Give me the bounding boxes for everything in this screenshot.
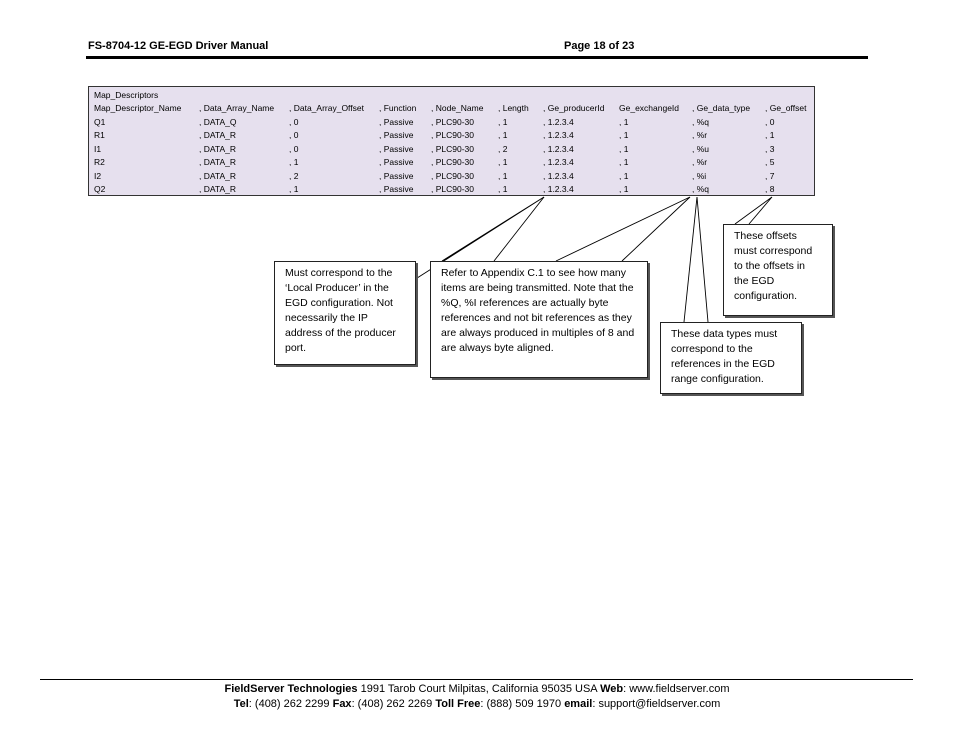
- table-cell: , 1: [498, 130, 508, 140]
- table-cell: , DATA_R: [199, 143, 236, 154]
- footer-rule: [40, 679, 913, 680]
- table-cell: , DATA_R: [199, 130, 236, 140]
- table-cell: , Passive: [379, 157, 414, 167]
- callout-offsets: These offsets must correspond to the offsets in the EGD configuration.: [723, 224, 833, 316]
- table-cell: , Passive: [379, 170, 414, 181]
- table-cell: , 1: [619, 116, 629, 127]
- table-cell: , Passive: [379, 130, 414, 140]
- table-cell: , 0: [289, 130, 299, 140]
- table-cell: , PLC90-30: [431, 157, 474, 167]
- table-cell: , PLC90-30: [431, 184, 474, 194]
- table-cell: , %q: [692, 116, 710, 127]
- table-cell: , Ge_offset: [765, 103, 807, 113]
- footer-email-label: email: [564, 698, 593, 710]
- table-cell: , 1: [619, 170, 629, 181]
- table-cell: I2: [94, 170, 102, 181]
- table-cell: , 5: [765, 157, 775, 167]
- table-cell: , PLC90-30: [431, 116, 474, 127]
- table-cell: R2: [94, 157, 105, 167]
- footer-email-link[interactable]: : support@fieldserver.com: [592, 698, 721, 710]
- table-cell: , %q: [692, 184, 710, 194]
- table-cell: , %u: [692, 143, 710, 154]
- footer-line-1: [0, 683, 954, 695]
- table-cell: Q2: [94, 184, 106, 194]
- table-cell: , 1: [498, 184, 508, 194]
- table-cell: , 1.2.3.4: [543, 157, 574, 167]
- leader-appendix: [494, 197, 544, 261]
- table-cell: , 1: [765, 130, 775, 140]
- table-cell: , Passive: [379, 143, 414, 154]
- table-cell: , Ge_producerId: [543, 103, 605, 113]
- table-cell: , Length: [498, 103, 529, 113]
- table-cell: R1: [94, 130, 105, 140]
- table-cell: , 1.2.3.4: [543, 143, 574, 154]
- table-cell: , DATA_Q: [199, 116, 237, 127]
- table-cell: , %r: [692, 157, 708, 167]
- table-cell: , PLC90-30: [431, 170, 474, 181]
- table-cell: , 1: [498, 157, 508, 167]
- table-cell: , %i: [692, 170, 707, 181]
- leader-offsets: [735, 197, 772, 224]
- table-cell: , Passive: [379, 184, 414, 194]
- table-cell: , %r: [692, 130, 708, 140]
- footer-fax-value: : (408) 262 2269: [351, 698, 436, 710]
- footer-fax-label: Fax: [332, 698, 352, 710]
- table-cell: , 1: [498, 116, 508, 127]
- table-cell: , 1: [498, 170, 508, 181]
- footer-tollfree-label: Toll Free: [435, 698, 481, 710]
- table-cell: , 2: [289, 170, 299, 181]
- table-cell: , 1: [619, 157, 629, 167]
- table-cell: , Data_Array_Name: [199, 103, 275, 113]
- table-cell: Ge_exchangeId: [619, 103, 680, 113]
- table-cell: , 1: [619, 184, 629, 194]
- table-cell: , 8: [765, 184, 775, 194]
- table-cell: , 1.2.3.4: [543, 184, 574, 194]
- footer-web-link[interactable]: : www.fieldserver.com: [623, 683, 730, 695]
- table-cell: , 1.2.3.4: [543, 130, 574, 140]
- table-cell: , 1.2.3.4: [543, 170, 574, 181]
- table-cell: , PLC90-30: [431, 130, 474, 140]
- table-cell: , 1: [289, 184, 299, 194]
- leader-exchange: [556, 197, 690, 261]
- table-cell: I1: [94, 143, 102, 154]
- footer-tollfree-value: : (888) 509 1970: [480, 698, 565, 710]
- callout-appendix-note: Refer to Appendix C.1 to see how many items are being transmitted. Note that the %Q, %I references are actually byte references and not bit references as they are always produced in multiples of 8 and are always byte aligned.: [430, 261, 648, 378]
- table-cell: , Data_Array_Offset: [289, 103, 364, 113]
- table-cell: , 1: [619, 143, 629, 154]
- table-cell: , PLC90-30: [431, 143, 474, 154]
- table-cell: , 0: [289, 143, 299, 154]
- table-cell: , 0: [289, 116, 299, 127]
- table-cell: , Ge_data_type: [692, 103, 751, 113]
- table-cell: Q1: [94, 116, 106, 127]
- footer-company: FieldServer Technologies: [224, 683, 358, 695]
- table-cell: , Passive: [379, 116, 414, 127]
- table-cell: , Node_Name: [431, 103, 484, 113]
- footer-tel-value: : (408) 262 2299: [248, 698, 333, 710]
- table-cell: , DATA_R: [199, 170, 236, 181]
- table-cell: , 1: [619, 130, 629, 140]
- table-cell: , Function: [379, 103, 417, 113]
- table-cell: Map_Descriptor_Name: [94, 103, 182, 113]
- table-cell: , 1.2.3.4: [543, 116, 574, 127]
- leader-data-types: [684, 197, 708, 322]
- footer-address: 1991 Tarob Court Milpitas, California 95035 USA: [357, 683, 601, 695]
- callout-data-types: These data types must correspond to the references in the EGD range configuration.: [660, 322, 802, 394]
- document-title: FS-8704-12 GE-EGD Driver Manual: [88, 40, 269, 52]
- table-cell: , 7: [765, 170, 775, 181]
- table-cell: , 0: [765, 116, 775, 127]
- table-cell: , 1: [289, 157, 299, 167]
- callout-local-producer: Must correspond to the ‘Local Producer’ in the EGD configuration. Not necessarily the IP address of the producer port.: [274, 261, 416, 365]
- table-cell: , 2: [498, 143, 508, 154]
- map-descriptors-title: Map_Descriptors: [94, 90, 159, 100]
- table-cell: , 3: [765, 143, 775, 154]
- table-cell: , DATA_R: [199, 184, 236, 194]
- footer-tel-label: Tel: [233, 698, 249, 710]
- footer-web-label: Web: [600, 683, 624, 695]
- footer-line-2: [0, 698, 954, 710]
- table-cell: , DATA_R: [199, 157, 236, 167]
- page-number: Page 18 of 23: [564, 40, 635, 52]
